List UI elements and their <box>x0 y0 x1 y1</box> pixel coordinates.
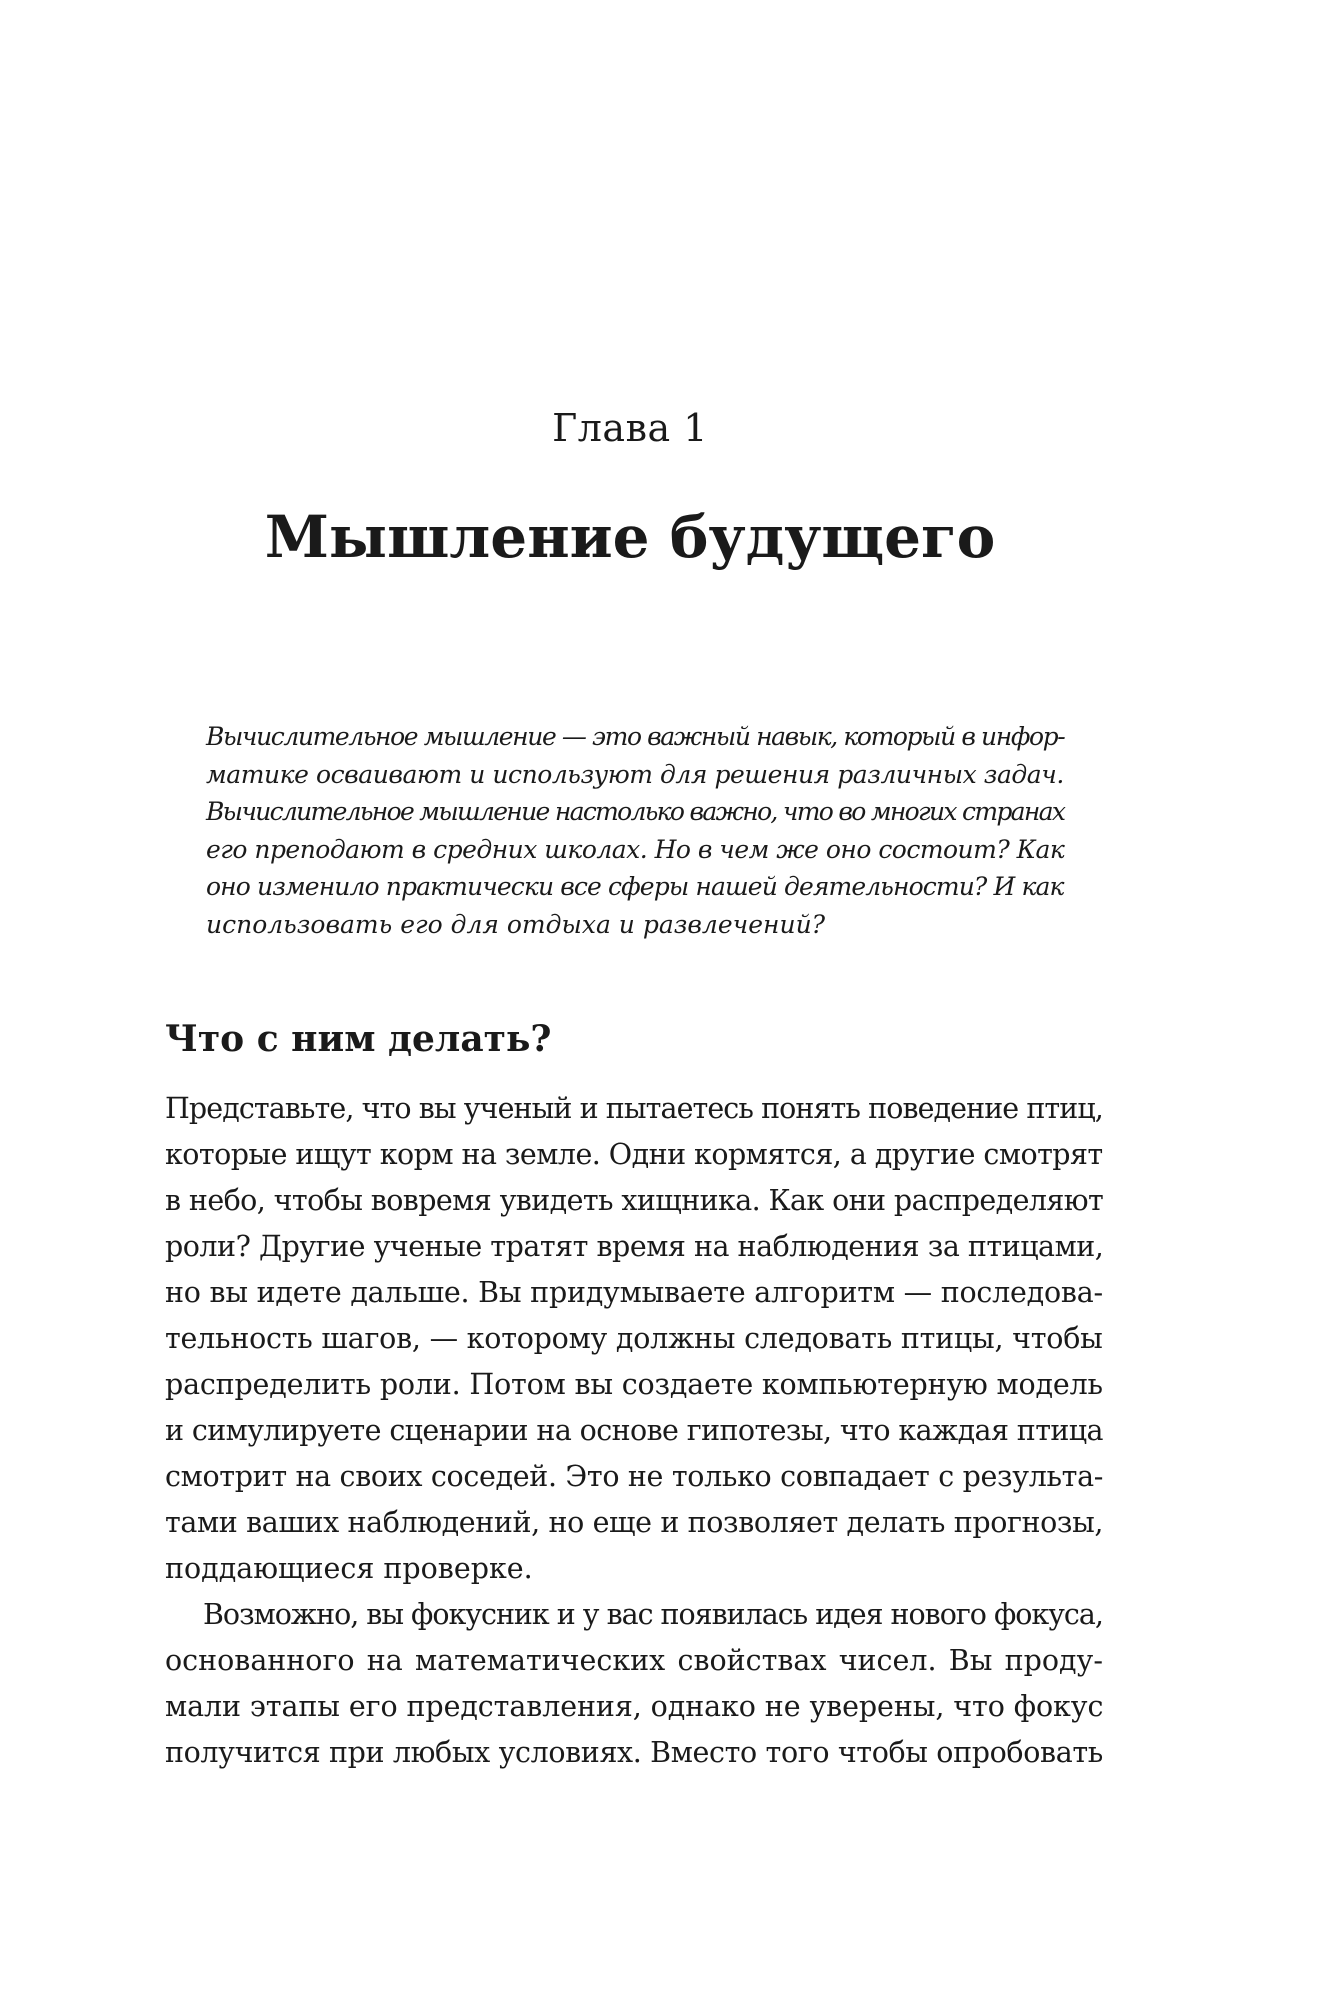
text-line: распределить роли. Потом вы создаете компьютерную модель <box>165 1368 1103 1401</box>
text-line: мали этапы его представления, однако не уверены, что фокус <box>165 1690 1104 1723</box>
chapter-title: Мышление будущего <box>264 503 996 571</box>
text-line: в небо, чтобы вовремя увидеть хищника. Как они распределяют <box>165 1184 1104 1217</box>
epigraph-line: его преподают в средних школах. Но в чем же оно состоит? Как <box>206 834 1065 864</box>
paragraph-2 <box>165 1592 1103 1776</box>
epigraph-line: Вычислительное мышление — это важный навык, который в инфор- <box>206 722 1065 751</box>
epigraph <box>206 718 1064 943</box>
text-line: поддающиеся проверке. <box>165 1552 533 1585</box>
body-text <box>165 1086 1103 1776</box>
text-line: Представьте, что вы ученый и пытаетесь понять поведение птиц, <box>165 1092 1103 1125</box>
epigraph-line: Вычислительное мышление настолько важно, что во многих странах <box>206 797 1065 826</box>
text-line: смотрит на своих соседей. Это не только совпадает с результа- <box>165 1460 1104 1493</box>
epigraph-line: использовать его для отдыха и развлечений? <box>206 909 826 939</box>
text-line: но вы идете дальше. Вы придумываете алгоритм — последова- <box>165 1276 1103 1309</box>
chapter-label: Глава 1 <box>552 406 708 450</box>
section-heading: Что с ним делать? <box>165 1018 552 1060</box>
text-line: получится при любых условиях. Вместо того чтобы опробовать <box>165 1736 1103 1769</box>
text-line: и симулируете сценарии на основе гипотезы, что каждая птица <box>165 1414 1103 1447</box>
epigraph-line: матике осваивают и используют для решения различных задач. <box>206 759 1064 789</box>
text-line: основанного на математических свойствах чисел. Вы проду- <box>165 1644 1103 1677</box>
epigraph-line: оно изменило практически все сферы нашей деятельности? И как <box>206 872 1064 901</box>
paragraph-1 <box>165 1086 1103 1592</box>
text-line: которые ищут корм на земле. Одни кормятся, а другие смотрят <box>165 1138 1103 1171</box>
text-line: тами ваших наблюдений, но еще и позволяет делать прогнозы, <box>165 1506 1104 1539</box>
text-line: Возможно, вы фокусник и у вас появилась идея нового фокуса, <box>203 1598 1103 1631</box>
text-line: роли? Другие ученые тратят время на наблюдения за птицами, <box>165 1230 1104 1263</box>
text-line: тельность шагов, — которому должны следовать птицы, чтобы <box>165 1322 1103 1355</box>
